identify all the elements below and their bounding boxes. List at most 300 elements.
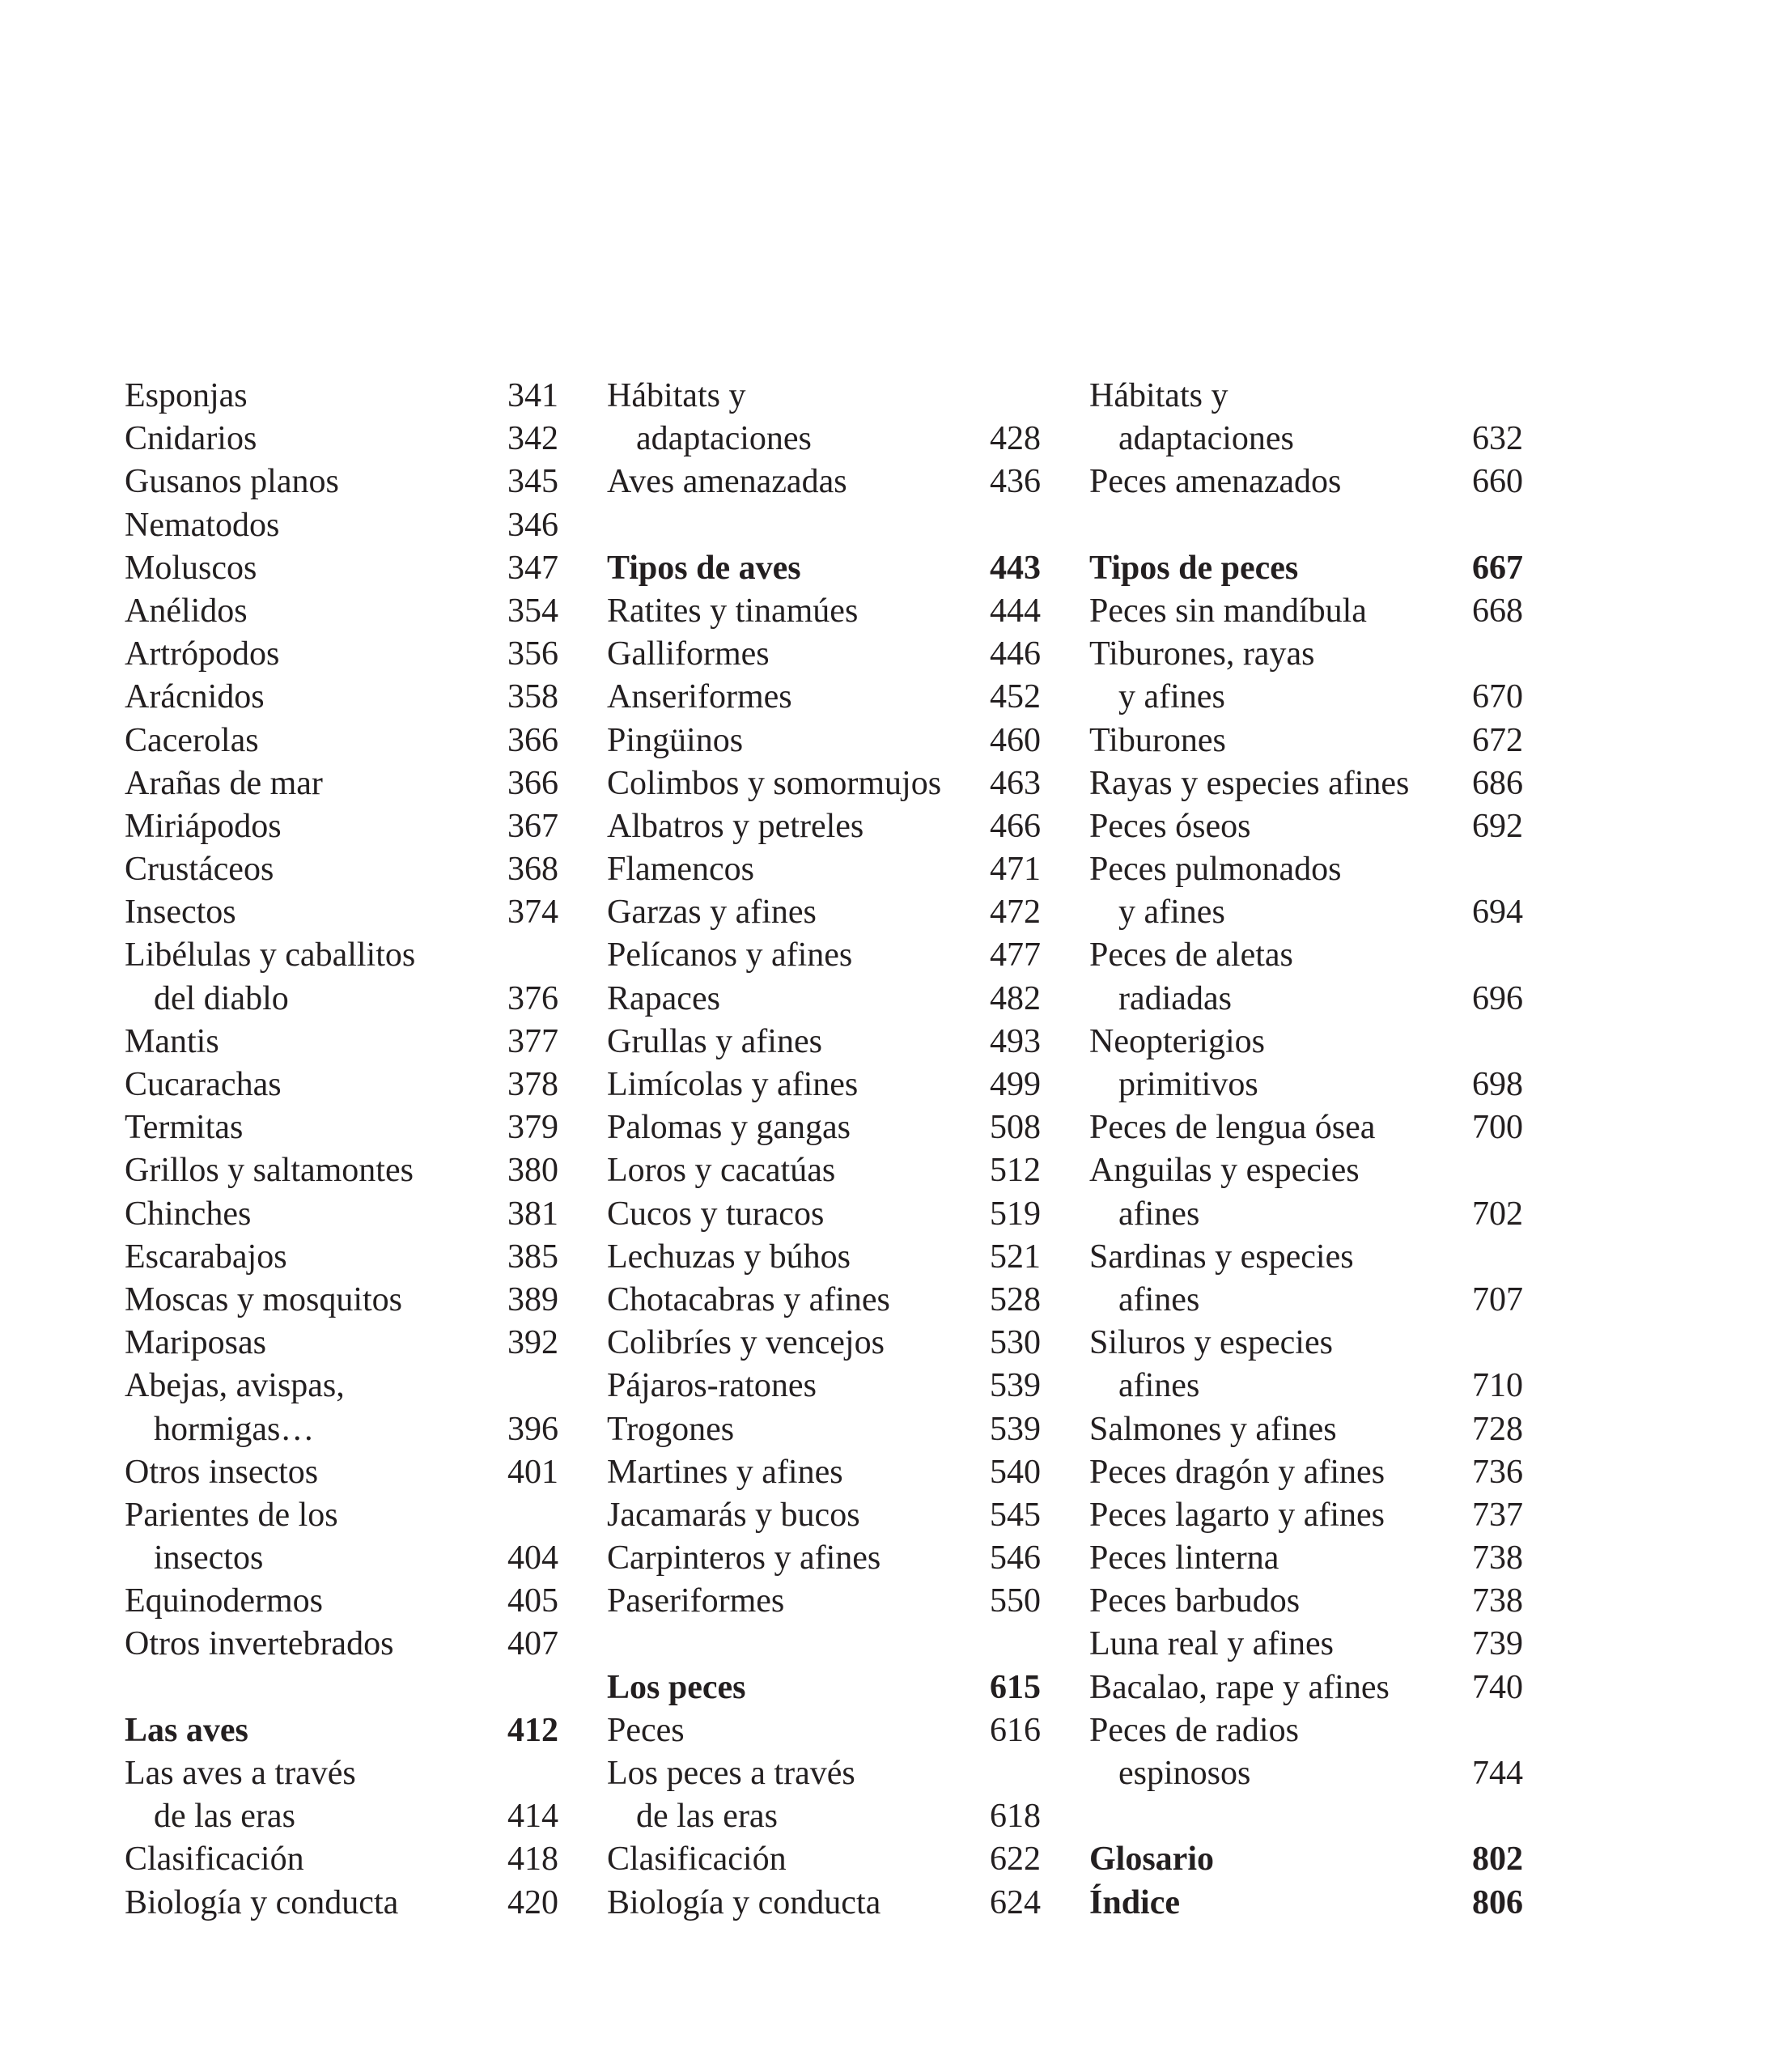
toc-entry-title: Nematodos bbox=[125, 506, 280, 544]
toc-column-3 bbox=[1089, 375, 1523, 1925]
toc-entry bbox=[125, 375, 558, 418]
toc-entry-title: Gusanos planos bbox=[125, 463, 339, 501]
toc-entry-title: Peces amenazados bbox=[1089, 463, 1342, 501]
toc-entry-page-number: 389 bbox=[507, 1280, 558, 1318]
toc-entry-page-number: 728 bbox=[1472, 1410, 1523, 1448]
toc-entry-continuation bbox=[125, 1408, 558, 1451]
toc-entry bbox=[1089, 1623, 1523, 1666]
toc-entry-page-number: 463 bbox=[990, 764, 1041, 802]
toc-entry-page-number: 539 bbox=[990, 1367, 1041, 1405]
toc-entry bbox=[125, 418, 558, 461]
toc-section-heading bbox=[1089, 547, 1523, 590]
toc-entry-title: Peces de radios bbox=[1089, 1711, 1299, 1749]
toc-entry-continuation bbox=[607, 1795, 1041, 1838]
toc-entry bbox=[1089, 1106, 1523, 1149]
toc-entry-title: Jacamarás y bucos bbox=[607, 1496, 860, 1534]
toc-entry bbox=[607, 1021, 1041, 1064]
toc-entry-title: Grullas y afines bbox=[607, 1022, 822, 1060]
toc-entry-title: adaptaciones bbox=[636, 420, 812, 458]
toc-entry-title: Ratites y tinamúes bbox=[607, 592, 859, 630]
toc-entry-page-number: 512 bbox=[990, 1152, 1041, 1190]
toc-entry bbox=[1089, 720, 1523, 762]
toc-entry bbox=[607, 375, 1041, 418]
toc-entry bbox=[607, 676, 1041, 719]
toc-entry-page-number: 493 bbox=[990, 1022, 1041, 1060]
toc-entry-page-number: 744 bbox=[1472, 1755, 1523, 1792]
toc-entry-title: afines bbox=[1118, 1367, 1200, 1405]
toc-entry-title: Sardinas y especies bbox=[1089, 1238, 1354, 1276]
toc-entry bbox=[1089, 805, 1523, 848]
toc-entry-title: Anseriformes bbox=[607, 678, 792, 716]
toc-entry-title: Galliformes bbox=[607, 635, 770, 673]
toc-entry-title: Carpinteros y afines bbox=[607, 1539, 881, 1577]
toc-entry-page-number: 660 bbox=[1472, 463, 1523, 501]
toc-entry-page-number: 624 bbox=[990, 1883, 1041, 1921]
toc-entry-title: Los peces a través bbox=[607, 1755, 855, 1792]
toc-entry-page-number: 622 bbox=[990, 1841, 1041, 1879]
toc-entry-page-number: 482 bbox=[990, 979, 1041, 1017]
toc-entry bbox=[1089, 1667, 1523, 1709]
toc-entry-continuation bbox=[1089, 891, 1523, 934]
toc-entry bbox=[1089, 1322, 1523, 1365]
toc-entry bbox=[607, 805, 1041, 848]
toc-entry-continuation bbox=[125, 1537, 558, 1580]
toc-entry-page-number: 407 bbox=[507, 1625, 558, 1663]
toc-entry-title: Hábitats y bbox=[607, 377, 746, 414]
toc-entry-title: Peces dragón y afines bbox=[1089, 1453, 1385, 1491]
toc-entry bbox=[125, 1623, 558, 1666]
toc-entry-page-number: 672 bbox=[1472, 721, 1523, 759]
toc-entry-page-number: 710 bbox=[1472, 1367, 1523, 1405]
toc-entry-title: Esponjas bbox=[125, 377, 248, 414]
toc-entry-page-number: 546 bbox=[990, 1539, 1041, 1577]
toc-entry bbox=[607, 762, 1041, 805]
toc-entry-page-number: 737 bbox=[1472, 1496, 1523, 1534]
toc-entry-page-number: 377 bbox=[507, 1022, 558, 1060]
toc-entry bbox=[125, 547, 558, 590]
toc-entry-title: Índice bbox=[1089, 1883, 1181, 1921]
toc-entry-title: de las eras bbox=[636, 1798, 778, 1836]
toc-entry bbox=[607, 461, 1041, 503]
toc-entry-page-number: 615 bbox=[990, 1668, 1041, 1706]
toc-entry-title: Mantis bbox=[125, 1022, 219, 1060]
toc-entry-continuation bbox=[1089, 1752, 1523, 1795]
toc-entry bbox=[607, 1064, 1041, 1106]
toc-entry-page-number: 686 bbox=[1472, 764, 1523, 802]
toc-entry bbox=[607, 720, 1041, 762]
toc-entry-title: Paseriformes bbox=[607, 1582, 785, 1620]
toc-entry-page-number: 460 bbox=[990, 721, 1041, 759]
toc-entry-page-number: 740 bbox=[1472, 1668, 1523, 1706]
toc-section-heading bbox=[1089, 1838, 1523, 1881]
toc-entry-title: Tiburones bbox=[1089, 721, 1226, 759]
toc-entry bbox=[607, 891, 1041, 934]
toc-entry-title: Escarabajos bbox=[125, 1238, 287, 1276]
toc-entry-page-number: 540 bbox=[990, 1453, 1041, 1491]
toc-entry-title: Peces linterna bbox=[1089, 1539, 1279, 1577]
toc-entry-title: Limícolas y afines bbox=[607, 1066, 859, 1103]
toc-entry-title: Moluscos bbox=[125, 549, 257, 587]
toc-entry bbox=[125, 934, 558, 977]
toc-entry-title: Tiburones, rayas bbox=[1089, 635, 1315, 673]
toc-entry-title: y afines bbox=[1118, 894, 1225, 932]
toc-entry bbox=[1089, 590, 1523, 633]
toc-entry-title: Clasificación bbox=[607, 1841, 787, 1879]
toc-entry-page-number: 346 bbox=[507, 506, 558, 544]
toc-entry-title: Lechuzas y búhos bbox=[607, 1238, 851, 1276]
toc-entry-title: afines bbox=[1118, 1280, 1200, 1318]
toc-entry-title: Garzas y afines bbox=[607, 894, 817, 932]
toc-entry-page-number: 444 bbox=[990, 592, 1041, 630]
toc-entry-title: Chotacabras y afines bbox=[607, 1280, 890, 1318]
toc-entry-page-number: 392 bbox=[507, 1324, 558, 1362]
toc-entry-title: Termitas bbox=[125, 1109, 244, 1147]
toc-entry-page-number: 418 bbox=[507, 1841, 558, 1879]
toc-entry-continuation bbox=[125, 978, 558, 1021]
toc-entry-title: Mariposas bbox=[125, 1324, 266, 1362]
toc-entry bbox=[607, 1709, 1041, 1752]
toc-entry bbox=[125, 1021, 558, 1064]
toc-entry bbox=[607, 633, 1041, 676]
toc-entry bbox=[125, 1193, 558, 1236]
toc-entry-title: Hábitats y bbox=[1089, 377, 1228, 414]
toc-entry bbox=[607, 1494, 1041, 1537]
toc-entry-page-number: 366 bbox=[507, 721, 558, 759]
toc-entry-title: Neopterigios bbox=[1089, 1022, 1265, 1060]
toc-entry bbox=[125, 590, 558, 633]
toc-entry-title: Libélulas y caballitos bbox=[125, 936, 416, 974]
toc-entry bbox=[607, 1193, 1041, 1236]
toc-entry-title: insectos bbox=[154, 1539, 264, 1577]
toc-entry-page-number: 519 bbox=[990, 1195, 1041, 1233]
toc-entry-title: Colibríes y vencejos bbox=[607, 1324, 885, 1362]
toc-entry bbox=[125, 1365, 558, 1408]
toc-entry bbox=[1089, 1236, 1523, 1279]
toc-entry-page-number: 702 bbox=[1472, 1195, 1523, 1233]
toc-entry-page-number: 698 bbox=[1472, 1066, 1523, 1103]
toc-spacer bbox=[1089, 1795, 1523, 1838]
toc-entry-page-number: 802 bbox=[1472, 1841, 1523, 1879]
toc-entry bbox=[1089, 461, 1523, 503]
toc-entry-page-number: 347 bbox=[507, 549, 558, 587]
toc-entry bbox=[607, 1882, 1041, 1925]
toc-entry-title: Insectos bbox=[125, 894, 236, 932]
toc-entry-page-number: 472 bbox=[990, 894, 1041, 932]
toc-entry-title: Flamencos bbox=[607, 851, 754, 889]
toc-entry bbox=[607, 1580, 1041, 1623]
toc-entry-title: Biología y conducta bbox=[125, 1883, 399, 1921]
toc-entry bbox=[1089, 848, 1523, 891]
toc-entry bbox=[125, 1451, 558, 1494]
toc-entry-title: Bacalao, rape y afines bbox=[1089, 1668, 1390, 1706]
toc-entry bbox=[1089, 1451, 1523, 1494]
toc-entry-title: Grillos y saltamontes bbox=[125, 1152, 414, 1190]
toc-entry-page-number: 736 bbox=[1472, 1453, 1523, 1491]
toc-entry-title: Moscas y mosquitos bbox=[125, 1280, 403, 1318]
toc-entry-title: Pelícanos y afines bbox=[607, 936, 853, 974]
toc-entry-page-number: 550 bbox=[990, 1582, 1041, 1620]
toc-entry-page-number: 806 bbox=[1472, 1883, 1523, 1921]
toc-entry bbox=[125, 720, 558, 762]
toc-entry-title: Luna real y afines bbox=[1089, 1625, 1335, 1663]
toc-entry-title: Cucarachas bbox=[125, 1066, 282, 1103]
toc-entry bbox=[607, 1236, 1041, 1279]
toc-entry-page-number: 354 bbox=[507, 592, 558, 630]
toc-entry-page-number: 696 bbox=[1472, 979, 1523, 1017]
toc-entry-title: Las aves a través bbox=[125, 1755, 356, 1792]
toc-entry-page-number: 670 bbox=[1472, 678, 1523, 716]
toc-entry-page-number: 632 bbox=[1472, 420, 1523, 458]
toc-entry bbox=[125, 1580, 558, 1623]
toc-entry-page-number: 738 bbox=[1472, 1539, 1523, 1577]
toc-entry-title: Tipos de aves bbox=[607, 549, 801, 587]
toc-entry-page-number: 436 bbox=[990, 463, 1041, 501]
toc-entry-page-number: 700 bbox=[1472, 1109, 1523, 1147]
toc-entry-title: Arácnidos bbox=[125, 678, 265, 716]
toc-spacer bbox=[607, 1623, 1041, 1666]
toc-entry bbox=[607, 1537, 1041, 1580]
toc-entry-continuation bbox=[1089, 1279, 1523, 1322]
toc-entry-page-number: 428 bbox=[990, 420, 1041, 458]
toc-entry bbox=[1089, 1021, 1523, 1064]
toc-entry-page-number: 477 bbox=[990, 936, 1041, 974]
toc-entry-page-number: 668 bbox=[1472, 592, 1523, 630]
toc-spacer bbox=[1089, 504, 1523, 547]
toc-entry-title: de las eras bbox=[154, 1798, 295, 1836]
toc-entry-title: Peces de lengua ósea bbox=[1089, 1109, 1376, 1147]
toc-entry-page-number: 667 bbox=[1472, 549, 1523, 587]
toc-entry-page-number: 616 bbox=[990, 1711, 1041, 1749]
toc-entry bbox=[1089, 1537, 1523, 1580]
toc-entry-continuation bbox=[1089, 1064, 1523, 1106]
toc-entry-page-number: 345 bbox=[507, 463, 558, 501]
toc-entry-title: radiadas bbox=[1118, 979, 1232, 1017]
toc-entry-title: Anélidos bbox=[125, 592, 248, 630]
toc-entry-page-number: 381 bbox=[507, 1195, 558, 1233]
toc-entry bbox=[125, 848, 558, 891]
toc-entry-title: Martines y afines bbox=[607, 1453, 843, 1491]
toc-entry-title: Anguilas y especies bbox=[1089, 1152, 1360, 1190]
toc-entry bbox=[125, 1494, 558, 1537]
toc-entry bbox=[125, 1322, 558, 1365]
toc-entry-page-number: 380 bbox=[507, 1152, 558, 1190]
toc-entry-title: Peces bbox=[607, 1711, 685, 1749]
toc-entry-title: primitivos bbox=[1118, 1066, 1258, 1103]
toc-entry-page-number: 368 bbox=[507, 851, 558, 889]
toc-entry-continuation bbox=[1089, 1193, 1523, 1236]
toc-entry-title: Siluros y especies bbox=[1089, 1324, 1333, 1362]
toc-entry-page-number: 545 bbox=[990, 1496, 1041, 1534]
toc-entry-title: hormigas… bbox=[154, 1410, 315, 1448]
toc-entry-title: Rapaces bbox=[607, 979, 720, 1017]
toc-entry-page-number: 739 bbox=[1472, 1625, 1523, 1663]
toc-entry bbox=[125, 1236, 558, 1279]
toc-entry-title: Cacerolas bbox=[125, 721, 259, 759]
toc-entry-page-number: 405 bbox=[507, 1582, 558, 1620]
toc-entry-page-number: 521 bbox=[990, 1238, 1041, 1276]
toc-entry-page-number: 404 bbox=[507, 1539, 558, 1577]
toc-entry-title: Albatros y petreles bbox=[607, 807, 864, 845]
toc-entry-continuation bbox=[607, 418, 1041, 461]
toc-entry-title: Rayas y especies afines bbox=[1089, 764, 1410, 802]
toc-entry-title: Loros y cacatúas bbox=[607, 1152, 836, 1190]
toc-entry bbox=[125, 1106, 558, 1149]
toc-entry bbox=[607, 1451, 1041, 1494]
toc-entry bbox=[607, 1322, 1041, 1365]
toc-entry bbox=[125, 676, 558, 719]
toc-entry bbox=[1089, 934, 1523, 977]
toc-entry-title: Otros invertebrados bbox=[125, 1625, 394, 1663]
toc-entry-title: Aves amenazadas bbox=[607, 463, 847, 501]
toc-entry-title: Abejas, avispas, bbox=[125, 1367, 345, 1405]
toc-entry-page-number: 378 bbox=[507, 1066, 558, 1103]
toc-entry bbox=[607, 1365, 1041, 1408]
toc-entry bbox=[125, 461, 558, 503]
toc-entry-continuation bbox=[1089, 1365, 1523, 1408]
toc-entry-title: Cucos y turacos bbox=[607, 1195, 825, 1233]
toc-entry-title: Los peces bbox=[607, 1668, 746, 1706]
toc-entry bbox=[1089, 633, 1523, 676]
toc-entry-title: Colimbos y somormujos bbox=[607, 764, 942, 802]
toc-entry-page-number: 356 bbox=[507, 635, 558, 673]
toc-entry-title: Glosario bbox=[1089, 1841, 1214, 1879]
toc-entry bbox=[125, 1882, 558, 1925]
toc-entry-title: Pingüinos bbox=[607, 721, 744, 759]
toc-entry bbox=[125, 1064, 558, 1106]
toc-spacer bbox=[125, 1667, 558, 1709]
toc-entry-page-number: 618 bbox=[990, 1798, 1041, 1836]
toc-entry-continuation bbox=[125, 1795, 558, 1838]
toc-entry-title: Crustáceos bbox=[125, 851, 274, 889]
toc-entry-page-number: 539 bbox=[990, 1410, 1041, 1448]
toc-entry-page-number: 443 bbox=[990, 549, 1041, 587]
toc-entry bbox=[125, 762, 558, 805]
toc-entry-title: Las aves bbox=[125, 1711, 248, 1749]
toc-entry-title: Peces óseos bbox=[1089, 807, 1251, 845]
toc-entry-page-number: 379 bbox=[507, 1109, 558, 1147]
toc-entry bbox=[1089, 1408, 1523, 1451]
toc-entry bbox=[125, 805, 558, 848]
toc-entry-title: Arañas de mar bbox=[125, 764, 323, 802]
toc-entry-page-number: 412 bbox=[507, 1711, 558, 1749]
toc-entry-title: Otros insectos bbox=[125, 1453, 319, 1491]
toc-entry-page-number: 420 bbox=[507, 1883, 558, 1921]
toc-entry-page-number: 707 bbox=[1472, 1280, 1523, 1318]
toc-entry-title: Peces pulmonados bbox=[1089, 851, 1342, 889]
toc-entry-title: adaptaciones bbox=[1118, 420, 1294, 458]
toc-column-1 bbox=[125, 375, 558, 1925]
toc-entry-page-number: 385 bbox=[507, 1238, 558, 1276]
toc-spacer bbox=[607, 504, 1041, 547]
toc-entry bbox=[125, 1838, 558, 1881]
toc-entry-page-number: 692 bbox=[1472, 807, 1523, 845]
toc-entry-page-number: 446 bbox=[990, 635, 1041, 673]
toc-entry-continuation bbox=[1089, 676, 1523, 719]
toc-entry bbox=[607, 848, 1041, 891]
toc-entry-page-number: 738 bbox=[1472, 1582, 1523, 1620]
toc-column-2 bbox=[607, 375, 1041, 1925]
toc-entry-page-number: 366 bbox=[507, 764, 558, 802]
toc-entry bbox=[607, 1149, 1041, 1192]
toc-entry-page-number: 367 bbox=[507, 807, 558, 845]
toc-entry-title: del diablo bbox=[154, 979, 289, 1017]
toc-entry-title: Salmones y afines bbox=[1089, 1410, 1337, 1448]
toc-entry-title: Peces de aletas bbox=[1089, 936, 1293, 974]
toc-entry-page-number: 401 bbox=[507, 1453, 558, 1491]
toc-entry-page-number: 471 bbox=[990, 851, 1041, 889]
toc-entry-title: Miriápodos bbox=[125, 807, 282, 845]
toc-section-heading bbox=[607, 547, 1041, 590]
toc-entry-title: Pájaros-ratones bbox=[607, 1367, 817, 1405]
toc-entry-title: y afines bbox=[1118, 678, 1225, 716]
toc-entry-title: Equinodermos bbox=[125, 1582, 323, 1620]
toc-entry-page-number: 396 bbox=[507, 1410, 558, 1448]
toc-entry-title: afines bbox=[1118, 1195, 1200, 1233]
toc-entry bbox=[1089, 1494, 1523, 1537]
toc-entry-page-number: 499 bbox=[990, 1066, 1041, 1103]
toc-entry-title: Biología y conducta bbox=[607, 1883, 881, 1921]
toc-entry-title: Palomas y gangas bbox=[607, 1109, 851, 1147]
toc-entry-page-number: 530 bbox=[990, 1324, 1041, 1362]
toc-entry-page-number: 414 bbox=[507, 1798, 558, 1836]
toc-entry bbox=[607, 1408, 1041, 1451]
toc-entry-title: Chinches bbox=[125, 1195, 252, 1233]
toc-entry-continuation bbox=[1089, 418, 1523, 461]
toc-entry-title: espinosos bbox=[1118, 1755, 1251, 1792]
toc-entry-page-number: 452 bbox=[990, 678, 1041, 716]
toc-entry-title: Peces sin mandíbula bbox=[1089, 592, 1367, 630]
toc-entry bbox=[607, 1752, 1041, 1795]
toc-entry-title: Cnidarios bbox=[125, 420, 257, 458]
toc-entry bbox=[125, 504, 558, 547]
toc-entry-title: Trogones bbox=[607, 1410, 735, 1448]
toc-entry-page-number: 358 bbox=[507, 678, 558, 716]
toc-entry bbox=[125, 891, 558, 934]
toc-entry-page-number: 342 bbox=[507, 420, 558, 458]
toc-entry bbox=[125, 1752, 558, 1795]
toc-entry-title: Tipos de peces bbox=[1089, 549, 1299, 587]
toc-entry bbox=[1089, 1709, 1523, 1752]
toc-entry bbox=[607, 1279, 1041, 1322]
toc-entry bbox=[607, 590, 1041, 633]
toc-entry bbox=[1089, 1580, 1523, 1623]
toc-entry bbox=[607, 1106, 1041, 1149]
toc-entry bbox=[1089, 375, 1523, 418]
toc-section-heading bbox=[125, 1709, 558, 1752]
toc-section-heading bbox=[607, 1667, 1041, 1709]
toc-entry-page-number: 466 bbox=[990, 807, 1041, 845]
toc-entry bbox=[125, 1149, 558, 1192]
toc-entry bbox=[1089, 1149, 1523, 1192]
toc-entry-title: Peces barbudos bbox=[1089, 1582, 1301, 1620]
toc-entry-title: Artrópodos bbox=[125, 635, 280, 673]
toc-entry-page-number: 341 bbox=[507, 377, 558, 414]
toc-entry-page-number: 694 bbox=[1472, 894, 1523, 932]
toc-entry bbox=[607, 978, 1041, 1021]
toc-entry bbox=[607, 1838, 1041, 1881]
toc-entry bbox=[607, 934, 1041, 977]
toc-entry-page-number: 376 bbox=[507, 979, 558, 1017]
toc-entry bbox=[125, 1279, 558, 1322]
toc-section-heading bbox=[1089, 1882, 1523, 1925]
toc-entry-page-number: 508 bbox=[990, 1109, 1041, 1147]
toc-entry-page-number: 374 bbox=[507, 894, 558, 932]
toc-entry-title: Clasificación bbox=[125, 1841, 304, 1879]
toc-entry-title: Parientes de los bbox=[125, 1496, 338, 1534]
toc-entry bbox=[1089, 762, 1523, 805]
toc-entry-title: Peces lagarto y afines bbox=[1089, 1496, 1385, 1534]
toc-entry-continuation bbox=[1089, 978, 1523, 1021]
